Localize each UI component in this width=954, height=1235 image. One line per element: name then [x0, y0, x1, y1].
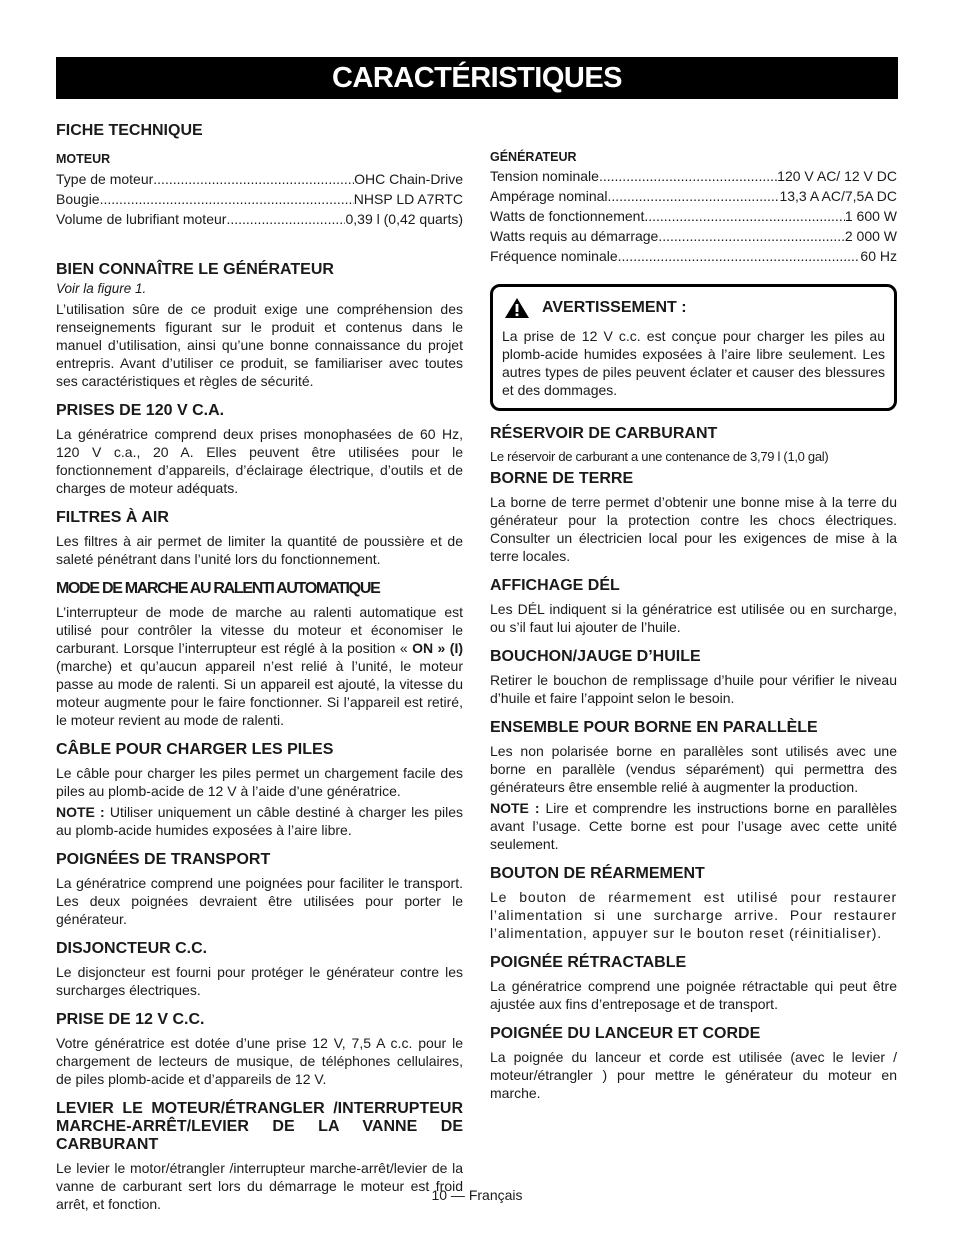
section-text: Les DÉL indiquent si la génératrice est utilisée ou en surcharge, ou s’il faut lui ajouter de l’huile. — [490, 601, 897, 635]
section-text: Votre génératrice est dotée d’une prise 12 V, 7,5 A c.c. pour le chargement de lecteurs de musique, de téléphones cellulaires, de piles plomb-acide et d’appareils de 12 V. — [56, 1035, 463, 1087]
page-title: CARACTÉRISTIQUES — [56, 57, 898, 99]
warning-box — [490, 284, 897, 411]
generateur-spec-list — [490, 166, 897, 266]
section-text: L’interrupteur de mode de marche au ralenti automatique est utilisé pour contrôler la vitesse du moteur et économiser le carburant. Lorsque l’interrupteur est réglé à la position « ON » (I) (marche) et qu’aucun appareil n’est relié à l’unité, le moteur passe au mode de ralenti. Si un appareil est ajouté, la vitesse du moteur augmente pour le faire fonctionner. Si l’appareil est retiré, le moteur revient au mode de ralenti. — [56, 604, 464, 728]
section-prise12 — [56, 1011, 463, 1088]
section-text: Le disjoncteur est fourni pour protéger le générateur contre les surcharges électriques. — [56, 964, 463, 998]
page-footer: 10 — Français — [431, 1187, 523, 1203]
warning-text: La prise de 12 V c.c. est conçue pour charger les piles au plomb-acide humides exposées à l’aire libre seulement. Les autres types de piles peuvent éclater et causer des blessures et des dommages. — [502, 328, 885, 398]
spec-row: Fréquence nominale ..... 60 Hz — [490, 246, 897, 266]
section-bien — [56, 261, 463, 390]
section-text: Le levier le motor/étrangler /interrupteur marche-arrêt/levier de la vanne de carburant sert lors du démarrage le moteur est froid arrêt, et fonction. — [56, 1160, 463, 1212]
section-title: BOUTON DE RÉARMEMENT — [490, 865, 705, 882]
section-text: Le bouton de réarmement est utilisé pour restaurer l’alimentation si une surcharge arrive. Pour restaurer l’alimentation, appuyer sur le bouton reset (réinitialiser). — [490, 889, 897, 941]
section-disjoncteur — [56, 940, 463, 999]
note-text: NOTE : Lire et comprendre les instructions borne en parallèles avant l’usage. Cette borne est pour l’usage avec cette unité seulement. — [490, 800, 897, 852]
fiche-title: FICHE TECHNIQUE — [56, 122, 203, 139]
section-text: Retirer le bouchon de remplissage d’huile pour vérifier le niveau d’huile et faire l’appoint selon le besoin. — [490, 672, 897, 706]
figure-note: Voir la figure 1. — [56, 281, 147, 296]
section-text: La génératrice comprend une poignées pour faciliter le transport. Les deux poignées devraient être utilisées pour porter le générateur. — [56, 875, 463, 927]
warning-title: AVERTISSEMENT : — [542, 299, 687, 316]
section-text: La génératrice comprend deux prises monophasées de 60 Hz, 120 V c.a., 20 A. Elles peuvent être utilisées pour le fonctionnement d’appareils, d’éclairage électrique, d’outils et de charges de moteur adéquats. — [56, 426, 463, 496]
spec-row: Bougie ..... NHSP LD A7RTC — [56, 189, 463, 209]
section-cable — [56, 741, 463, 839]
note-text: NOTE : Utiliser uniquement un câble destiné à charger les piles au plomb-acide humides exposées à l’aire libre. — [56, 804, 463, 838]
section-text: Les non polarisée borne en parallèles sont utilisés avec une borne en parallèle (vendus séparément) qui permettra des générateurs être ensemble relié à augmenter la production. — [490, 743, 897, 795]
spec-row: Watts requis au démarrage ..... 2 000 W — [490, 226, 897, 246]
section-title: CÂBLE POUR CHARGER LES PILES — [56, 741, 334, 758]
section-title: BORNE DE TERRE — [490, 470, 634, 487]
moteur-title: MOTEUR — [56, 152, 111, 166]
section-title: LEVIER LE MOTEUR/ÉTRANGLER /INTERRUPTEUR MARCHE-ARRÊT/LEVIER DE LA VANNE DE CARBURANT — [56, 1100, 463, 1153]
warning-header — [502, 297, 885, 319]
section-title: ENSEMBLE POUR BORNE EN PARALLÈLE — [490, 719, 818, 736]
section-bouton — [490, 865, 897, 942]
section-title: BIEN CONNAÎTRE LE GÉNÉRATEUR — [56, 261, 334, 278]
section-title: MODE DE MARCHE AU RALENTI AUTOMATIQUE — [56, 580, 380, 597]
section-title: PRISES DE 120 V C.A. — [56, 402, 225, 419]
spec-row: Volume de lubrifiant moteur ..... 0,39 l (0,42 quarts) — [56, 209, 463, 229]
generateur-title: GÉNÉRATEUR — [490, 150, 577, 164]
section-reservoir — [490, 425, 897, 466]
section-lanceur — [490, 1025, 897, 1102]
section-prises120 — [56, 402, 463, 497]
section-title: DISJONCTEUR C.C. — [56, 940, 208, 957]
section-title: RÉSERVOIR DE CARBURANT — [490, 425, 718, 442]
spec-row: Watts de fonctionnement ..... 1 600 W — [490, 206, 897, 226]
section-title: PRISE DE 12 V C.C. — [56, 1011, 205, 1028]
section-title: POIGNÉE RÉTRACTABLE — [490, 954, 687, 971]
section-ralenti — [56, 580, 463, 729]
section-title: POIGNÉES DE TRANSPORT — [56, 851, 271, 868]
section-title: BOUCHON/JAUGE D’HUILE — [490, 648, 701, 665]
spec-row: Tension nominale ..... 120 V AC/ 12 V DC — [490, 166, 897, 186]
section-ensemble — [490, 719, 897, 853]
section-text: Le câble pour charger les piles permet un chargement facile des piles au plomb-acide de 12 V à l’aide d’une génératrice. — [56, 765, 463, 799]
moteur-spec-list — [56, 169, 463, 229]
section-text: Le réservoir de carburant a une contenance de 3,79 l (1,0 gal) — [490, 449, 829, 464]
section-title: FILTRES À AIR — [56, 509, 169, 526]
section-title: AFFICHAGE DÉL — [490, 577, 620, 594]
section-borne — [490, 470, 897, 565]
section-filtres — [56, 509, 463, 568]
section-text: La borne de terre permet d’obtenir une bonne mise à la terre du générateur pour la protection contre les chocs électriques. Consulter un électricien local pour les exigences de mise à la terre locales. — [490, 494, 897, 564]
section-text: La poignée du lanceur et corde est utilisée (avec le levier / moteur/étrangler ) pour mettre le générateur du moteur en marche. — [490, 1049, 897, 1101]
section-text: Les filtres à air permet de limiter la quantité de poussière et de saleté pénétrant dans l’unité lors du fonctionnement. — [56, 533, 463, 567]
section-retractable — [490, 954, 897, 1013]
section-poignees — [56, 851, 463, 928]
section-text: La génératrice comprend une poignée rétractable qui peut être ajustée aux fins d’entreposage et de transport. — [490, 978, 897, 1012]
left-column — [56, 122, 463, 1213]
spec-row: Ampérage nominal ..... 13,3 A AC/7,5A DC — [490, 186, 897, 206]
section-affichage — [490, 577, 897, 636]
section-title: POIGNÉE DU LANCEUR ET CORDE — [490, 1025, 761, 1042]
section-text: L’utilisation sûre de ce produit exige une compréhension des renseignements figurant sur le produit et contenus dans le manuel d’utilisation, ainsi qu’une bonne connaissance du projet entrepris. Avant d’utiliser ce produit, se familiariser avec toutes ses caractéristiques et règles de sécurité. — [56, 301, 463, 389]
section-bouchon — [490, 648, 897, 707]
spec-row: Type de moteur ..... OHC Chain-Drive — [56, 169, 463, 189]
right-column — [490, 150, 897, 1102]
warning-triangle-icon — [504, 297, 530, 319]
